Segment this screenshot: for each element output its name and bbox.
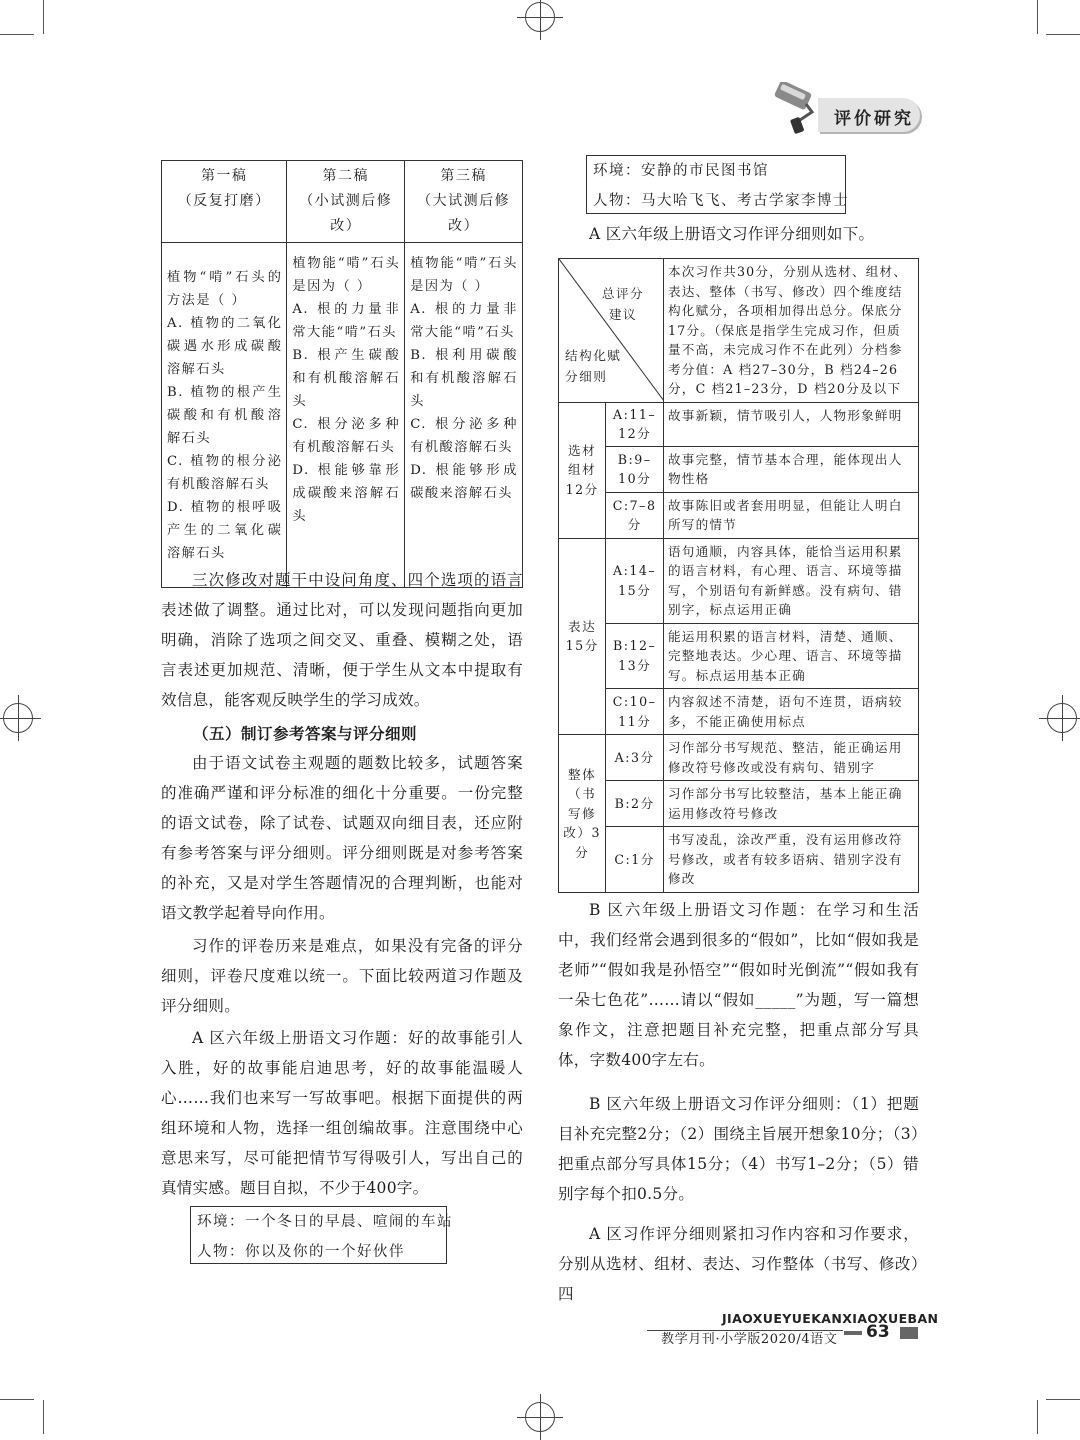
- dimension-cell: 表达15分: [559, 538, 606, 735]
- page-number: 63: [866, 1322, 890, 1342]
- criteria-cell: 故事陈旧或者套用明显，但能让人明白所写的情节: [664, 492, 919, 538]
- table-row: [559, 735, 919, 781]
- registration-mark: [525, 1402, 555, 1432]
- dimension-cell: 整体（书写修改）3分: [559, 735, 606, 893]
- column-header: [287, 161, 405, 243]
- table-cell: [287, 243, 405, 588]
- criteria-cell: 故事完整，情节基本合理，能体现出人物性格: [664, 446, 919, 492]
- criteria-cell: 故事新颖，情节吸引人，人物形象鲜明: [664, 402, 919, 446]
- paragraph: 三次修改对题干中设问角度、四个选项的语言表述做了调整。通过比对，可以发现问题指向更加明确，消除了选项之间交叉、重叠、模糊之处，语言表述更加规范、清晰，便于学生从文本中提取有效信息，能客观反映学生的学习成效。: [161, 571, 523, 709]
- column-subtitle: （小试测后修改）: [299, 193, 393, 234]
- column-subtitle: （大试测后修改）: [417, 193, 511, 234]
- crop-mark: [1046, 34, 1080, 35]
- crop-mark: [0, 34, 34, 35]
- table-cell: [162, 243, 287, 588]
- scenario-box-1: [190, 1206, 453, 1264]
- level-cell: A:14–15分: [606, 538, 664, 623]
- scenario-environment: 环境：安静的市民图书馆: [593, 163, 769, 179]
- paragraph: A 区六年级上册语文习作评分细则如下。: [589, 225, 875, 243]
- table-row: [559, 781, 919, 827]
- table-row: [559, 689, 919, 735]
- section-title: 评价研究: [834, 109, 914, 129]
- overall-rule-cell: 本次习作共30分，分别从选材、组材、表达、整体（书写、修改）四个维度结构化赋分，各项相加得出总分。保底分17分。（保底是指学生完成习作，但质量不高，未完成习作不在此列）分档参考分值：A 档27–30分，B 档24–26分，C 档21–23分，D 档20分及以下: [664, 259, 919, 403]
- table-row: [559, 446, 919, 492]
- paragraph: B 区六年级上册语文习作评分细则：（1）把题目补充完整2分；（2）围绕主旨展开想象10分；（3）把重点部分写具体15分；（4）书写1–2分；（5）错别字每个扣0.5分。: [558, 1095, 919, 1203]
- section-badge: [818, 98, 920, 132]
- dimension-cell: 选材组材12分: [559, 402, 606, 538]
- level-cell: A:11–12分: [606, 402, 664, 446]
- criteria-cell: 内容叙述不清楚，语句不连贯，语病较多，不能正确使用标点: [664, 689, 919, 735]
- column-title: 第一稿: [200, 168, 248, 184]
- paragraph: A 区六年级上册语文习作题：好的故事能引人入胜，好的故事能启迪思考，好的故事能温暖人心……我们也来写一写故事吧。根据下面提供的两组环境和人物，选择一组创编故事。注意围绕中心意思来写，尽可能把情节写得吸引人，写出自己的真情实感。题目自拟，不少于400字。: [161, 1029, 523, 1197]
- criteria-cell: 习作部分书写比较整洁，基本上能正确运用修改符号修改: [664, 781, 919, 827]
- paragraph: B 区六年级上册语文习作题：在学习和生活中，我们经常会遇到很多的“假如”，比如“假如我是老师”“假如我是孙悟空”“假如时光倒流”“假如我有一朵七色花”……请以“假如_____”为题，写一篇想象作文，注意把题目补充完整，把重点部分写具体，字数400字左右。: [558, 901, 919, 1069]
- corner-label-bottom: 结构化赋分细则: [565, 348, 622, 384]
- journal-title: 教学月刊·小学版2020/4语文: [661, 1332, 838, 1347]
- table-row: [559, 402, 919, 446]
- draft-3-text: 植物能“啃”石头是因为（ ） A. 根的力量非常大能“啃”石头 B. 根利用碳酸和有机酸溶解石头 C. 根分泌多种有机酸溶解石头 D. 根能够形成碳酸来溶解石头: [410, 256, 518, 501]
- corner-label-top: 总评分建议: [601, 286, 645, 322]
- drafts-table: [161, 160, 523, 588]
- scenario-characters: 人物：马大哈飞飞、考古学家李博士: [593, 193, 849, 209]
- section-heading: （五）制订参考答案与评分细则: [193, 725, 418, 743]
- table-row: [559, 827, 919, 893]
- level-cell: B:2分: [606, 781, 664, 827]
- table-cell: [405, 243, 523, 588]
- table-row: [559, 492, 919, 538]
- registration-mark: [525, 2, 555, 32]
- table-row: [559, 623, 919, 689]
- criteria-cell: 能运用积累的语言材料，清楚、通顺、完整地表达。少心理、语言、环境等描写。标点运用基本正确: [664, 623, 919, 689]
- registration-mark: [3, 703, 33, 733]
- column-header: [162, 161, 287, 243]
- paragraph: 由于语文试卷主观题的题数比较多，试题答案的准确严谨和评分标准的细化十分重要。一份完整的语文试卷，除了试卷、试题双向细目表，还应附有参考答案与评分细则。评分细则既是对参考答案的补充，又是对学生答题情况的合理判断，也能对语文教学起着导向作用。: [161, 754, 523, 922]
- registration-mark: [1047, 703, 1077, 733]
- table-row: [162, 243, 523, 588]
- criteria-cell: 习作部分书写规范、整洁，能正确运用修改符号修改或没有病句、错别字: [664, 735, 919, 781]
- level-cell: C:10–11分: [606, 689, 664, 735]
- crop-mark: [0, 1399, 34, 1400]
- criteria-cell: 语句通顺，内容具体，能恰当运用积累的语言材料，有心理、语言、环境等描写，个别语句有新鲜感。没有病句、错别字，标点运用正确: [664, 538, 919, 623]
- page-bar: [900, 1327, 918, 1339]
- column-header: [405, 161, 523, 243]
- paragraph: 习作的评卷历来是难点，如果没有完备的评分细则，评卷尺度难以统一。下面比较两道习作题及评分细则。: [161, 937, 523, 1015]
- crop-mark: [1037, 0, 1038, 34]
- column-title: 第二稿: [322, 168, 370, 184]
- crop-mark: [1046, 1399, 1080, 1400]
- level-cell: B:12–13分: [606, 623, 664, 689]
- paragraph: A 区习作评分细则紧扣习作内容和习作要求，分别从选材、组材、表达、习作整体（书写、修改）四: [558, 1225, 919, 1303]
- paint-roller-icon: [772, 82, 820, 134]
- draft-1-text: 植物“啃”石头的方法是（ ） A. 植物的二氧化碳遇水形成碳酸溶解石头 B. 植物的根产生碳酸和有机酸溶解石头 C. 植物的根分泌有机酸溶解石头 D. 植物的根呼吸产生的二氧化碳溶解石头: [167, 270, 283, 561]
- table-row: [559, 259, 919, 403]
- scenario-environment: 环境：一个冬日的早晨、喧闹的车站: [197, 1214, 453, 1230]
- level-cell: C:1分: [606, 827, 664, 893]
- scenario-box-2: [586, 155, 849, 214]
- page-dash: [844, 1331, 862, 1335]
- table-row: [559, 538, 919, 623]
- rubric-table: [558, 258, 919, 893]
- column-subtitle: （反复打磨）: [177, 193, 271, 209]
- table-header-row: [162, 161, 523, 243]
- journal-pinyin: JIAOXUEYUEKANXIAOXUEBAN: [722, 1311, 939, 1326]
- scenario-characters: 人物：你以及你的一个好伙伴: [197, 1244, 405, 1260]
- draft-2-text: 植物能“啃”石头是因为（ ） A. 根的力量非常大能“啃”石头 B. 根产生碳酸和有机酸溶解石头 C. 根分泌多种有机酸溶解石头 D. 根能够靠形成碳酸来溶解石头: [292, 256, 401, 524]
- level-cell: A:3分: [606, 735, 664, 781]
- crop-mark: [43, 0, 44, 34]
- criteria-cell: 书写凌乱，涂改严重，没有运用修改符号修改，或者有较多语病、错别字没有修改: [664, 827, 919, 893]
- level-cell: C:7–8分: [606, 492, 664, 538]
- crop-mark: [43, 1400, 44, 1434]
- crop-mark: [1037, 1400, 1038, 1434]
- column-title: 第三稿: [440, 168, 487, 184]
- level-cell: B:9–10分: [606, 446, 664, 492]
- diagonal-header-cell: [559, 259, 664, 403]
